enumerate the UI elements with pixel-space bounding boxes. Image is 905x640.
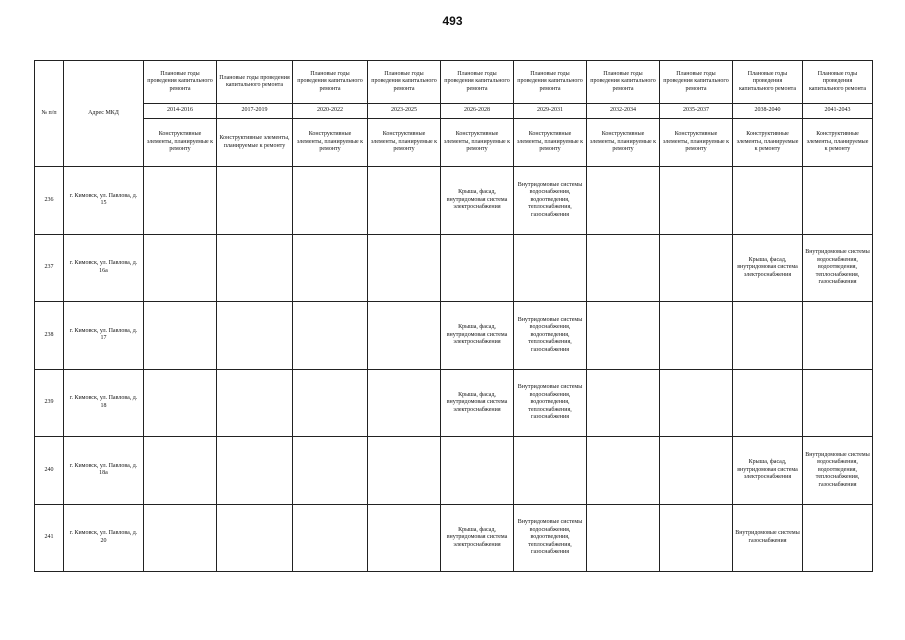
period-header: 2041-2043 bbox=[803, 104, 873, 119]
repair-elements-cell bbox=[660, 437, 733, 505]
repair-elements-cell bbox=[514, 234, 587, 302]
header-row-titles bbox=[35, 61, 873, 104]
capital-repair-plan-table bbox=[34, 60, 873, 572]
plan-title-header: Плановые годы проведения капитального ремонта bbox=[803, 61, 873, 104]
repair-elements-cell: Внутридомовые системы водоснабжения, водоотведения, теплоснабжения, газоснабжения bbox=[514, 167, 587, 235]
repair-elements-cell bbox=[368, 504, 441, 572]
period-header: 2017-2019 bbox=[217, 104, 293, 119]
plan-title-header: Плановые годы проведения капитального ремонта bbox=[368, 61, 441, 104]
table-row bbox=[35, 167, 873, 235]
repair-elements-cell bbox=[368, 234, 441, 302]
elements-header: Конструктивные элементы, планируемые к ремонту bbox=[587, 119, 660, 167]
header-row-periods bbox=[35, 104, 873, 119]
repair-elements-cell bbox=[587, 302, 660, 370]
elements-header: Конструктивные элементы, планируемые к ремонту bbox=[368, 119, 441, 167]
repair-elements-cell bbox=[803, 167, 873, 235]
repair-elements-cell bbox=[144, 369, 217, 437]
elements-header: Конструктивные элементы, планируемые к ремонту bbox=[293, 119, 368, 167]
repair-elements-cell bbox=[293, 369, 368, 437]
repair-elements-cell bbox=[733, 302, 803, 370]
repair-elements-cell bbox=[144, 234, 217, 302]
repair-elements-cell bbox=[660, 369, 733, 437]
repair-elements-cell bbox=[587, 369, 660, 437]
plan-title-header: Плановые годы проведения капитального ремонта bbox=[514, 61, 587, 104]
period-header: 2023-2025 bbox=[368, 104, 441, 119]
repair-elements-cell bbox=[441, 234, 514, 302]
repair-elements-cell: Крыша, фасад, внутридомовая система электроснабжения bbox=[733, 234, 803, 302]
repair-elements-cell bbox=[144, 302, 217, 370]
row-number: 240 bbox=[35, 437, 64, 505]
table-row bbox=[35, 302, 873, 370]
plan-title-header: Плановые годы проведения капитального ремонта bbox=[660, 61, 733, 104]
page-number: 493 bbox=[442, 14, 463, 28]
repair-elements-cell bbox=[660, 234, 733, 302]
period-header: 2038-2040 bbox=[733, 104, 803, 119]
plan-title-header: Плановые годы проведения капитального ремонта bbox=[441, 61, 514, 104]
num-column-header: № п/п bbox=[35, 61, 64, 167]
header-row-elements bbox=[35, 119, 873, 167]
repair-elements-cell bbox=[587, 437, 660, 505]
repair-elements-cell bbox=[660, 504, 733, 572]
repair-elements-cell bbox=[293, 437, 368, 505]
repair-elements-cell bbox=[660, 302, 733, 370]
elements-header: Конструктивные элементы, планируемые к ремонту bbox=[217, 119, 293, 167]
repair-elements-cell bbox=[217, 234, 293, 302]
repair-elements-cell: Крыша, фасад, внутридомовая система электроснабжения bbox=[441, 369, 514, 437]
repair-elements-cell bbox=[803, 369, 873, 437]
period-header: 2020-2022 bbox=[293, 104, 368, 119]
row-address: г. Кимовск, ул. Павлова, д. 18а bbox=[64, 437, 144, 505]
repair-elements-cell bbox=[293, 234, 368, 302]
period-header: 2029-2031 bbox=[514, 104, 587, 119]
repair-elements-cell: Крыша, фасад, внутридомовая система электроснабжения bbox=[733, 437, 803, 505]
repair-elements-cell: Внутридомовые системы водоснабжения, водоотведения, теплоснабжения, газоснабжения bbox=[514, 302, 587, 370]
plan-title-header: Плановые годы проведения капитального ремонта bbox=[217, 61, 293, 104]
table-row bbox=[35, 504, 873, 572]
period-header: 2035-2037 bbox=[660, 104, 733, 119]
row-number: 237 bbox=[35, 234, 64, 302]
period-header: 2032-2034 bbox=[587, 104, 660, 119]
repair-elements-cell bbox=[803, 302, 873, 370]
elements-header: Конструктивные элементы, планируемые к ремонту bbox=[803, 119, 873, 167]
elements-header: Конструктивные элементы, планируемые к ремонту bbox=[514, 119, 587, 167]
row-number: 236 bbox=[35, 167, 64, 235]
row-address: г. Кимовск, ул. Павлова, д. 18 bbox=[64, 369, 144, 437]
row-address: г. Кимовск, ул. Павлова, д. 16а bbox=[64, 234, 144, 302]
repair-elements-cell bbox=[144, 504, 217, 572]
plan-title-header: Плановые годы проведения капитального ремонта bbox=[144, 61, 217, 104]
row-address: г. Кимовск, ул. Павлова, д. 15 bbox=[64, 167, 144, 235]
plan-title-header: Плановые годы проведения капитального ремонта bbox=[587, 61, 660, 104]
repair-elements-cell bbox=[733, 167, 803, 235]
repair-elements-cell bbox=[293, 302, 368, 370]
repair-elements-cell bbox=[217, 302, 293, 370]
repair-elements-cell: Внутридомовые системы газоснабжения bbox=[733, 504, 803, 572]
repair-elements-cell: Внутридомовые системы водоснабжения, водоотведения, теплоснабжения, газоснабжения bbox=[514, 369, 587, 437]
row-address: г. Кимовск, ул. Павлова, д. 20 bbox=[64, 504, 144, 572]
elements-header: Конструктивные элементы, планируемые к ремонту bbox=[441, 119, 514, 167]
repair-elements-cell bbox=[441, 437, 514, 505]
repair-elements-cell bbox=[217, 369, 293, 437]
repair-elements-cell: Крыша, фасад, внутридомовая система электроснабжения bbox=[441, 302, 514, 370]
repair-elements-cell bbox=[733, 369, 803, 437]
repair-elements-cell bbox=[368, 369, 441, 437]
repair-elements-cell bbox=[368, 437, 441, 505]
repair-elements-cell bbox=[803, 504, 873, 572]
period-header: 2026-2028 bbox=[441, 104, 514, 119]
address-column-header: Адрес МКД bbox=[64, 61, 144, 167]
repair-elements-cell: Крыша, фасад, внутридомовая система электроснабжения bbox=[441, 504, 514, 572]
elements-header: Конструктивные элементы, планируемые к ремонту bbox=[144, 119, 217, 167]
repair-elements-cell bbox=[144, 437, 217, 505]
repair-elements-cell bbox=[144, 167, 217, 235]
row-number: 238 bbox=[35, 302, 64, 370]
repair-elements-cell bbox=[368, 167, 441, 235]
repair-elements-cell bbox=[368, 302, 441, 370]
elements-header: Конструктивные элементы, планируемые к ремонту bbox=[660, 119, 733, 167]
repair-elements-cell: Внутридомовые системы водоснабжения, водоотведения, теплоснабжения, газоснабжения bbox=[803, 437, 873, 505]
repair-elements-cell: Крыша, фасад, внутридомовая система электроснабжения bbox=[441, 167, 514, 235]
table-row bbox=[35, 437, 873, 505]
repair-elements-cell: Внутридомовые системы водоснабжения, водоотведения, теплоснабжения, газоснабжения bbox=[514, 504, 587, 572]
repair-elements-cell bbox=[514, 437, 587, 505]
table-row bbox=[35, 234, 873, 302]
repair-elements-cell bbox=[293, 504, 368, 572]
repair-elements-cell bbox=[660, 167, 733, 235]
table-row bbox=[35, 369, 873, 437]
repair-elements-cell bbox=[587, 167, 660, 235]
elements-header: Конструктивные элементы, планируемые к ремонту bbox=[733, 119, 803, 167]
row-number: 241 bbox=[35, 504, 64, 572]
plan-title-header: Плановые годы проведения капитального ремонта bbox=[733, 61, 803, 104]
row-address: г. Кимовск, ул. Павлова, д. 17 bbox=[64, 302, 144, 370]
plan-title-header: Плановые годы проведения капитального ремонта bbox=[293, 61, 368, 104]
table-body bbox=[35, 167, 873, 572]
repair-elements-cell: Внутридомовые системы водоснабжения, водоотведения, теплоснабжения, газоснабжения bbox=[803, 234, 873, 302]
repair-elements-cell bbox=[587, 504, 660, 572]
period-header: 2014-2016 bbox=[144, 104, 217, 119]
repair-elements-cell bbox=[217, 504, 293, 572]
repair-elements-cell bbox=[587, 234, 660, 302]
repair-elements-cell bbox=[217, 437, 293, 505]
row-number: 239 bbox=[35, 369, 64, 437]
repair-elements-cell bbox=[217, 167, 293, 235]
repair-elements-cell bbox=[293, 167, 368, 235]
